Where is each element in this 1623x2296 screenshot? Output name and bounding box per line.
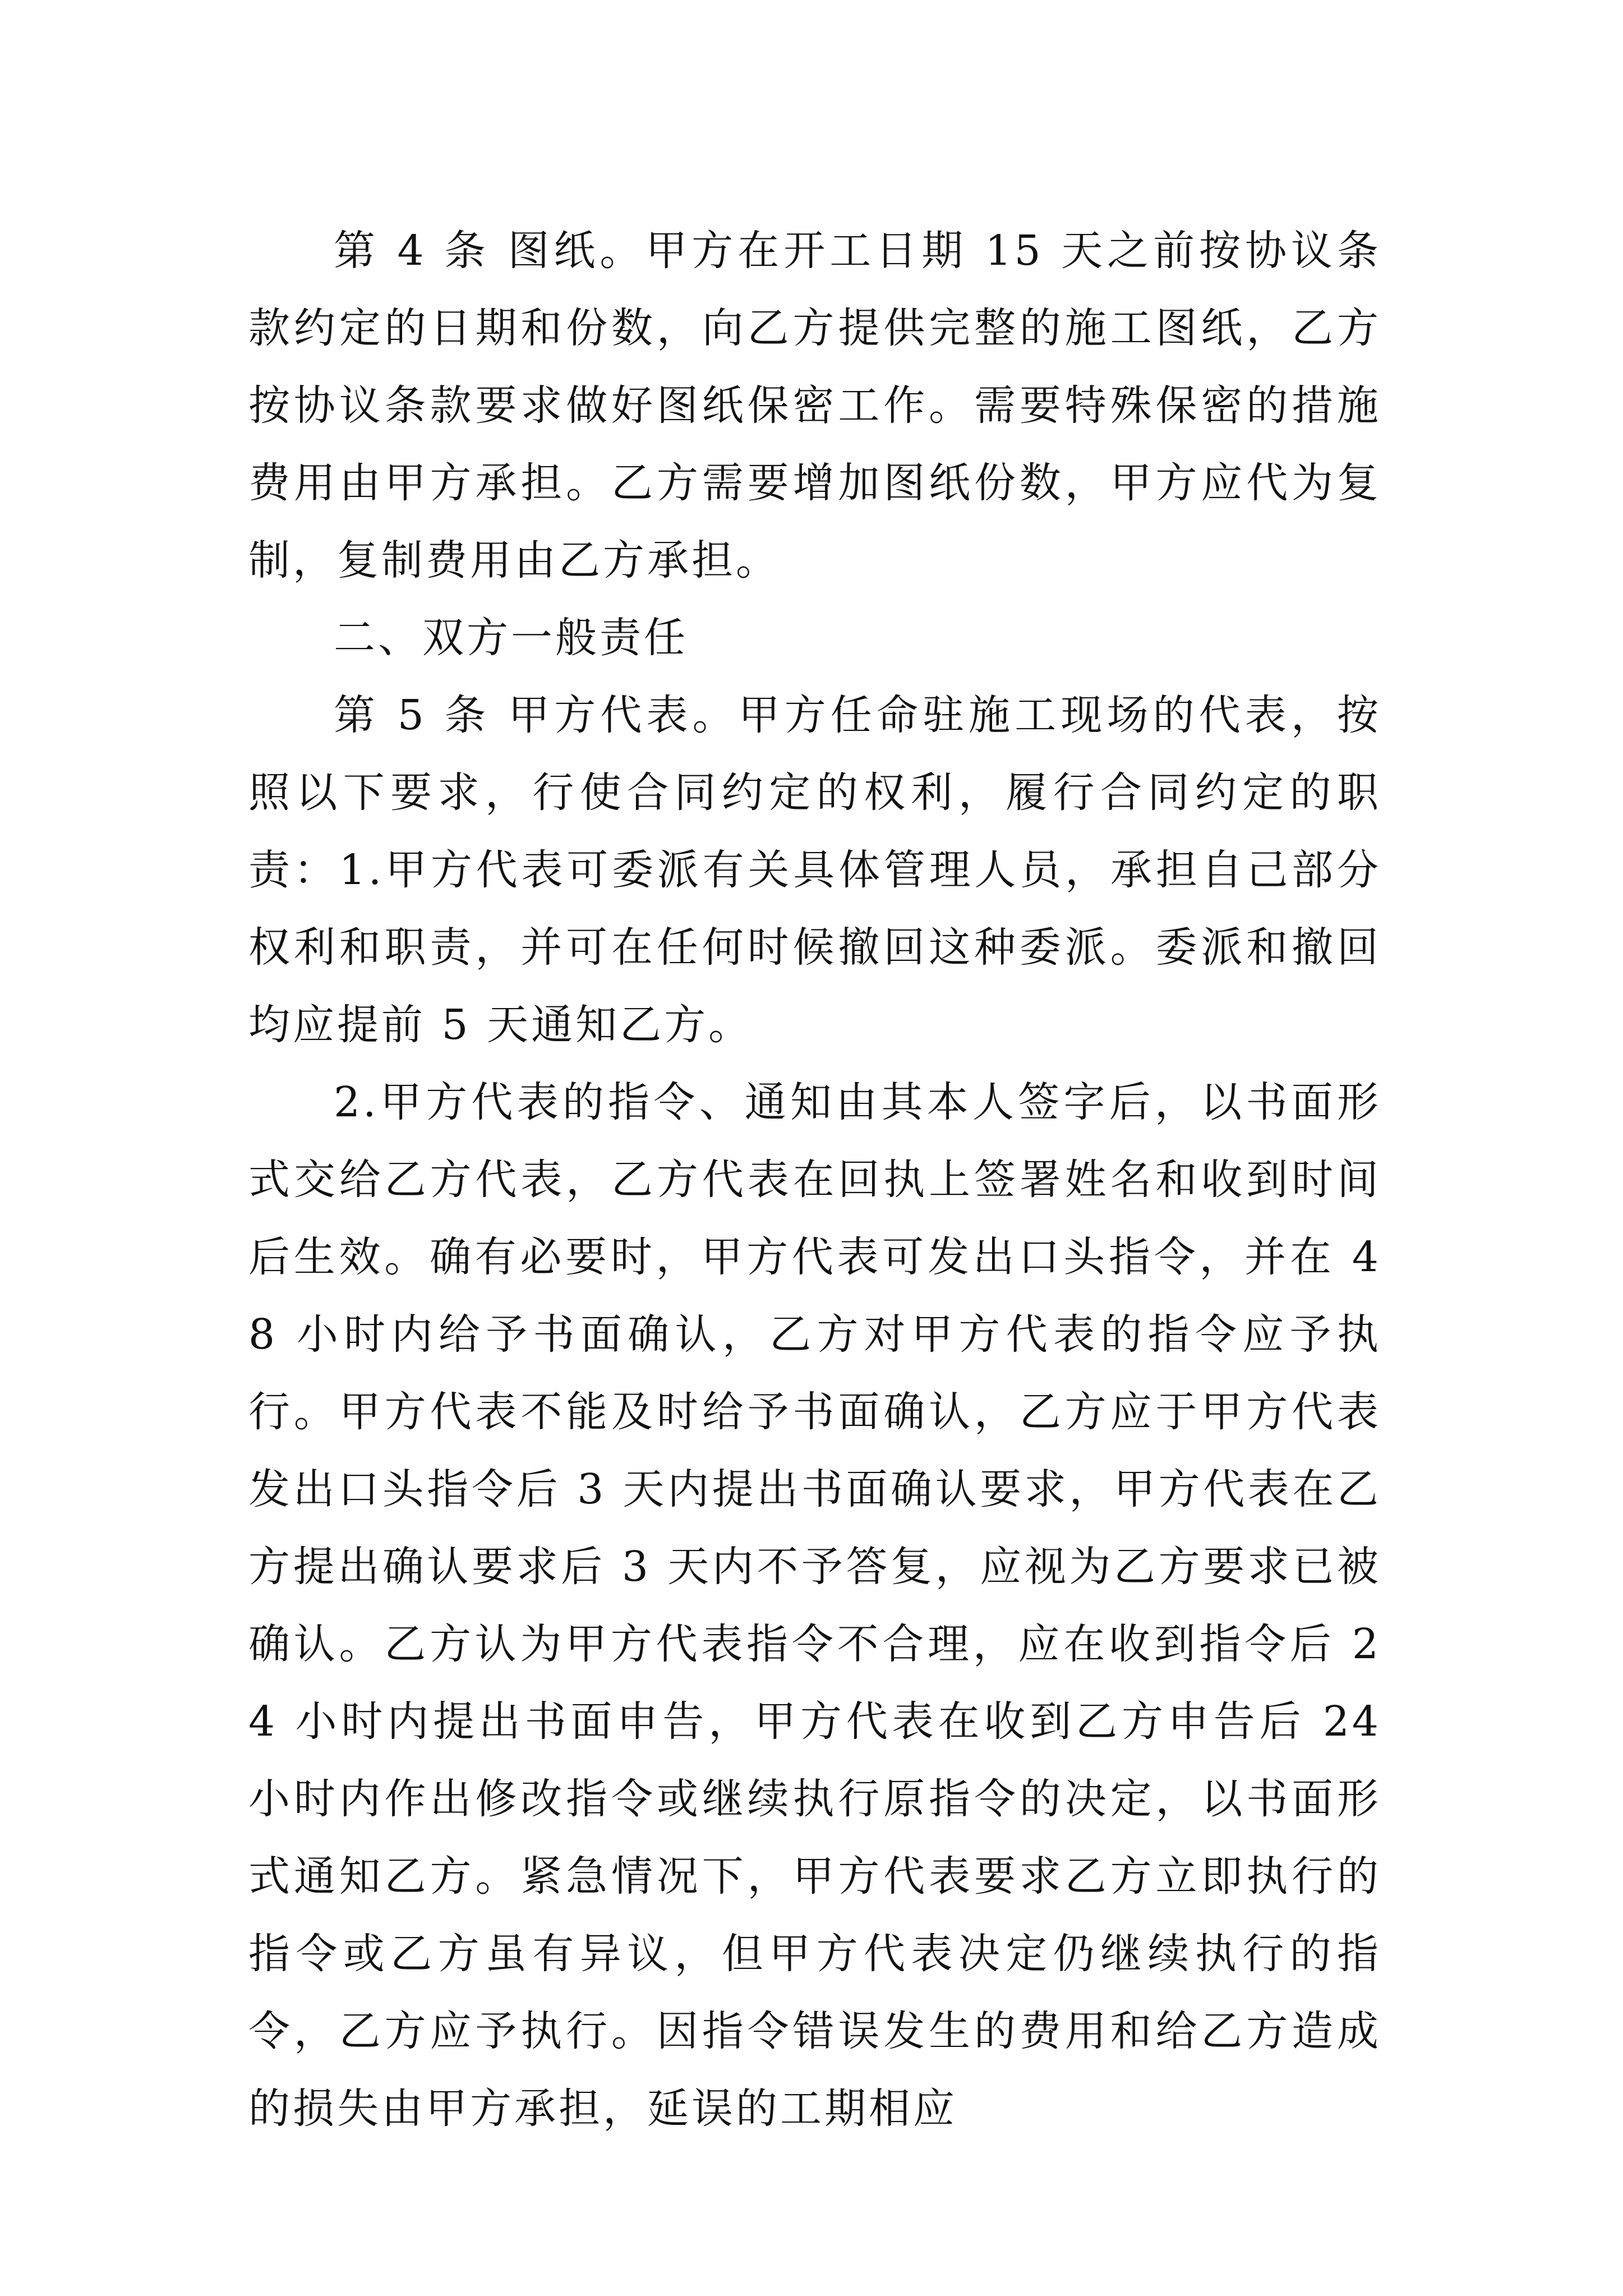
document-body [248,212,1381,2147]
paragraph-article-4: 第 4 条 图纸。甲方在开工日期 15 天之前按协议条款约定的日期和份数，向乙方提供完整的施工图纸，乙方按协议条款要求做好图纸保密工作。需要特殊保密的措施费用由甲方承担。乙方需要增加图纸份数，甲方应代为复制，复制费用由乙方承担。 [248,227,1381,585]
paragraph-article-5: 第 5 条 甲方代表。甲方任命驻施工现场的代表，按照以下要求，行使合同约定的权利，履行合同约定的职责：1.甲方代表可委派有关具体管理人员，承担自己部分权利和职责，并可在任何时候撤回这种委派。委派和撤回均应提前 5 天通知乙方。 [248,691,1381,1049]
paragraph-article-5-item-2: 2.甲方代表的指令、通知由其本人签字后，以书面形式交给乙方代表，乙方代表在回执上签署姓名和收到时间后生效。确有必要时，甲方代表可发出口头指令，并在 48 小时内给予书面确认，乙方对甲方代表的指令应予执行。甲方代表不能及时给予书面确认，乙方应于甲方代表发出口头指令后 3 天内提出书面确认要求，甲方代表在乙方提出确认要求后 3 天内不予答复，应视为乙方要求已被确认。乙方认为甲方代表指令不合理，应在收到指令后 24 小时内提出书面申告，甲方代表在收到乙方申告后 24 小时内作出修改指令或继续执行原指令的决定，以书面形式通知乙方。紧急情况下，甲方代表要求乙方立即执行的指令或乙方虽有异议，但甲方代表决定仍继续执行的指令，乙方应予执行。因指令错误发生的费用和给乙方造成的损失由甲方承担，延误的工期相应 [248,1078,1381,2133]
section-heading: 二、双方一般责任 [334,614,688,662]
